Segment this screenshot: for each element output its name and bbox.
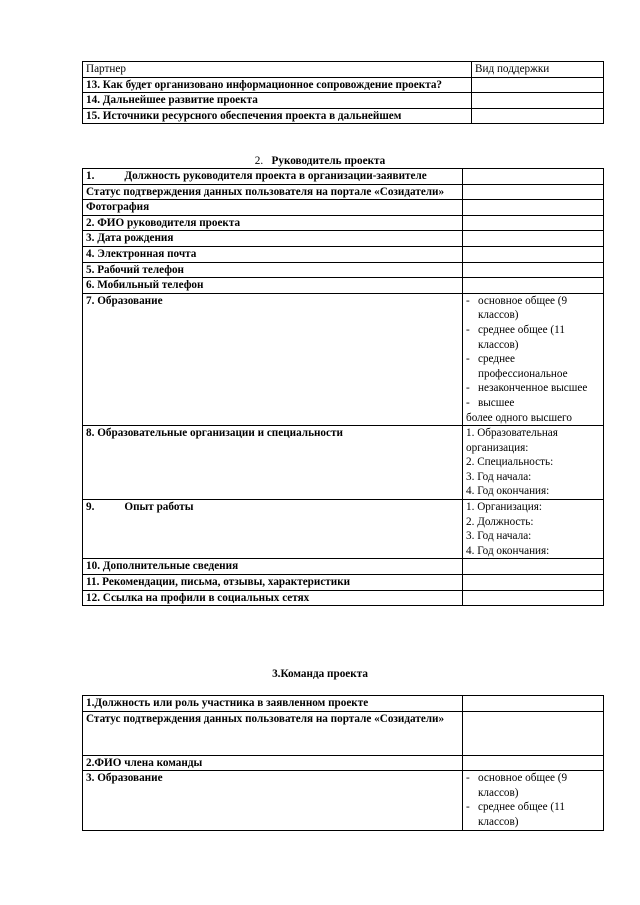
row-member-education: 3. Образование	[83, 771, 463, 830]
education-option: - основное общее (9 классов)	[466, 294, 600, 323]
table-row	[83, 246, 604, 262]
table-partners	[82, 61, 604, 124]
education-option: - среднее профессиональное	[466, 352, 600, 381]
row-work-experience: 9. Опыт работы	[83, 500, 463, 559]
orgs-fields: 1. Образовательная организация: 2. Специальность: 3. Год начала: 4. Год окончания:	[463, 426, 604, 500]
table-row	[83, 696, 604, 712]
row-birth-date: 3. Дата рождения	[83, 231, 463, 247]
table-row	[83, 293, 604, 425]
table-project-leader	[82, 168, 604, 606]
education-options	[463, 293, 604, 425]
education-option: - среднее общее (11 классов)	[466, 800, 600, 829]
row-mobile-phone: 6. Мобильный телефон	[83, 278, 463, 294]
table-row	[83, 559, 604, 575]
table-row	[83, 771, 604, 830]
work-fields: 1. Организация: 2. Должность: 3. Год начала: 4. Год окончания:	[463, 500, 604, 559]
table-row	[83, 215, 604, 231]
table-row	[83, 426, 604, 500]
table-row	[83, 93, 604, 109]
row-info-support: 13. Как будет организовано информационное сопровождение проекта?	[83, 77, 472, 93]
education-option: - высшее	[466, 396, 600, 411]
section-2-heading: 2. Руководитель проекта	[254, 155, 386, 167]
row-further-development: 14. Дальнейшее развитие проекта	[83, 93, 472, 109]
row-education: 7. Образование	[83, 293, 463, 425]
row-additional-info: 10. Дополнительные сведения	[83, 559, 463, 575]
row-email: 4. Электронная почта	[83, 246, 463, 262]
table-row	[83, 200, 604, 216]
row-social-links: 12. Ссылка на профили в социальных сетях	[83, 590, 463, 606]
table-row	[83, 184, 604, 200]
table-row	[83, 575, 604, 591]
row-work-phone: 5. Рабочий телефон	[83, 262, 463, 278]
table-row	[83, 77, 604, 93]
row-member-role: 1.Должность или роль участника в заявленном проекте	[83, 696, 463, 712]
row-resource-sources: 15. Источники ресурсного обеспечения проекта в дальнейшем	[83, 108, 472, 124]
table-row	[83, 711, 604, 755]
table-row	[83, 590, 604, 606]
row-member-status: Статус подтверждения данных пользователя на портале «Созидатели»	[83, 711, 463, 755]
row-full-name: 2. ФИО руководителя проекта	[83, 215, 463, 231]
row-status: Статус подтверждения данных пользователя на портале «Созидатели»	[83, 184, 463, 200]
table-row	[83, 755, 604, 771]
table-row	[83, 500, 604, 559]
table-project-team	[82, 695, 604, 831]
header-support-type: Вид поддержки	[472, 62, 604, 78]
table-row	[83, 108, 604, 124]
row-leader-position: 1. Должность руководителя проекта в организации-заявителе	[83, 169, 463, 185]
table-row	[83, 62, 604, 78]
education-option: - основное общее (9 классов)	[466, 771, 600, 800]
education-option: - незаконченное высшее	[466, 381, 600, 396]
row-photo: Фотография	[83, 200, 463, 216]
table-row	[83, 262, 604, 278]
header-partner: Партнер	[83, 62, 472, 78]
row-recommendations: 11. Рекомендации, письма, отзывы, характеристики	[83, 575, 463, 591]
table-row	[83, 169, 604, 185]
table-row	[83, 231, 604, 247]
table-row	[83, 278, 604, 294]
member-education-options	[463, 771, 604, 830]
education-option-extra: более одного высшего	[466, 411, 572, 424]
section-3-heading: 3.Команда проекта	[272, 668, 368, 680]
row-member-name: 2.ФИО члена команды	[83, 755, 463, 771]
row-educational-orgs: 8. Образовательные организации и специальности	[83, 426, 463, 500]
education-option: - среднее общее (11 классов)	[466, 323, 600, 352]
